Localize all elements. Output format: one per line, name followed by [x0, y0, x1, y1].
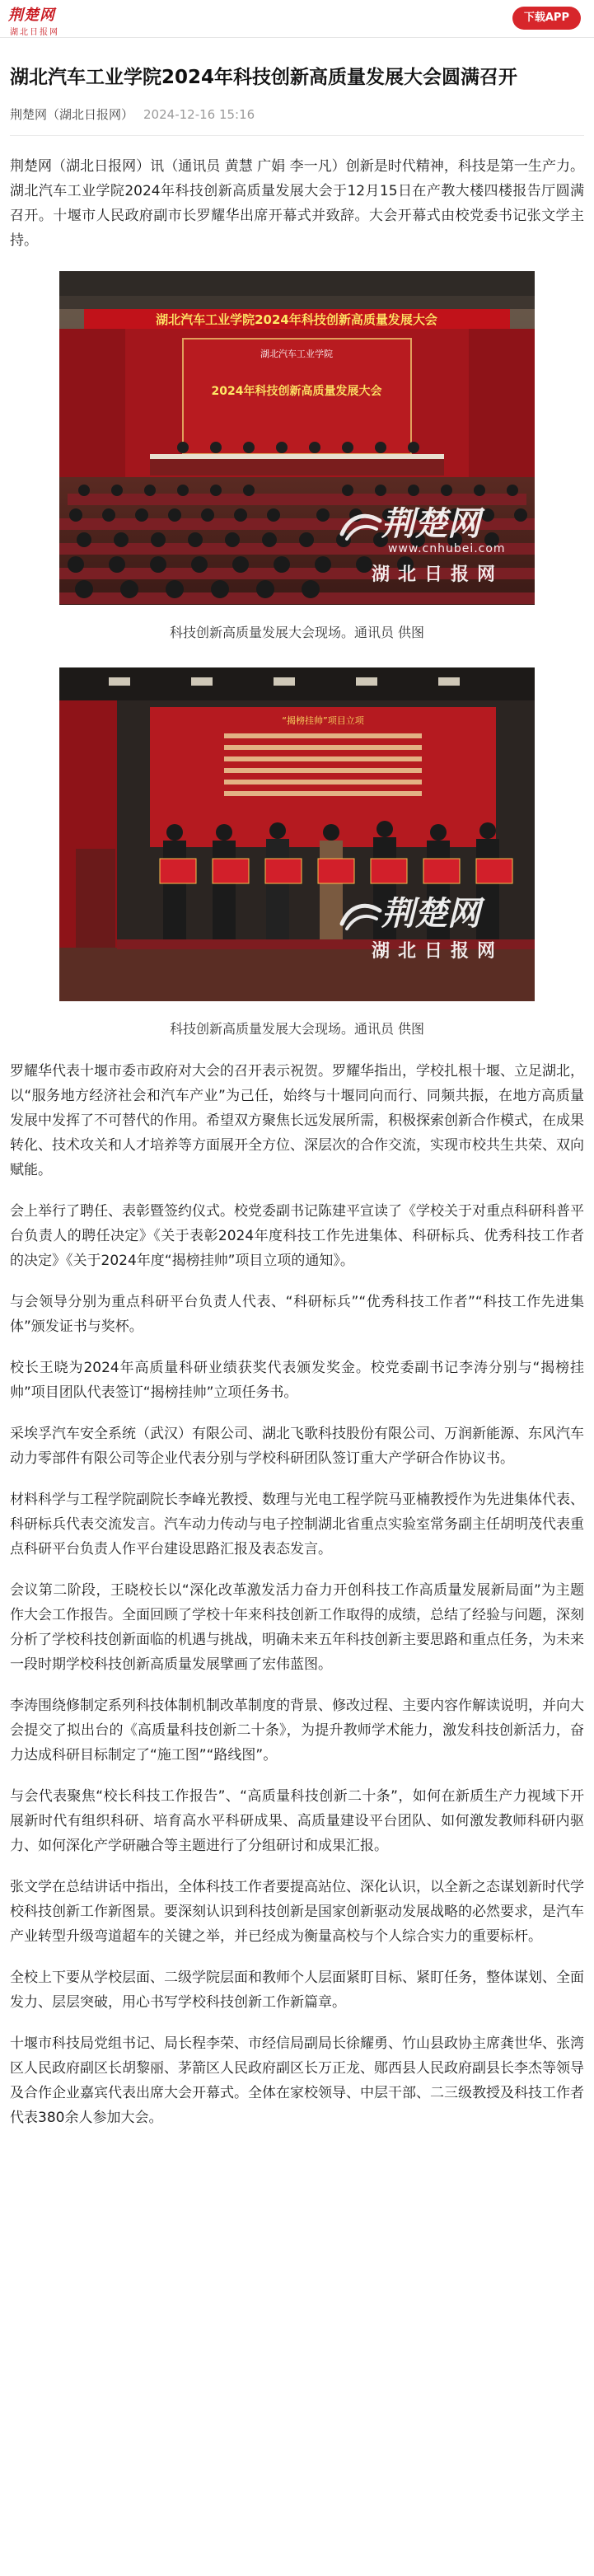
- download-app-button[interactable]: 下载APP: [512, 7, 581, 30]
- article-meta: [10, 105, 584, 124]
- paragraph: 全校上下要从学校层面、二级学院层面和教师个人层面紧盯目标、紧盯任务，整体谋划、全面发力、层层突破，用心书写学校科技创新工作新篇章。: [10, 1969, 584, 2011]
- article-title: 湖北汽车工业学院2024年科技创新高质量发展大会圆满召开: [10, 67, 518, 88]
- paragraph: 十堰市科技局党组书记、局长程李荣、市经信局副局长徐耀勇、竹山县政协主席龚世华、张湾区人民政府副区长胡黎丽、茅箭区人民政府副区长万正龙、郧西县人民政府副县长李杰等领导及合作企业嘉宾代表出席大会开幕式。全体在家校领导、中层干部、二三级教授及科技工作者代表380余人参加大会。: [10, 2035, 584, 2126]
- paragraph: 张文学在总结讲话中指出，全体科技工作者要提高站位、深化认识，以全新之态谋划新时代学校科技创新工作新图景。要深刻认识到科技创新是国家创新驱动发展战略的必然要求，是汽车产业转型升级弯道超车的关键之举，并已经成为衡量高校与个人综合实力的重要标杆。: [10, 1879, 584, 1945]
- site-logo[interactable]: [8, 3, 124, 35]
- logo-subtext: 湖北日报网: [10, 28, 59, 37]
- banner-text: 湖北汽车工业学院2024年科技创新高质量发展大会: [156, 312, 437, 327]
- paragraph: 校长王晓为2024年高质量科研业绩获奖代表颁发奖金。校党委副书记李涛分别与“揭榜挂帅”项目团队代表签订“揭榜挂帅”立项任务书。: [10, 1360, 584, 1401]
- figure: [10, 271, 584, 643]
- watermark-url: www.cnhubei.com: [388, 542, 506, 555]
- watermark-main: 荆楚网: [381, 504, 480, 543]
- paragraph: 材料科学与工程学院副院长李峰光教授、数理与光电工程学院马亚楠教授作为先进集体代表、科研标兵代表交流发言。汽车动力传动与电子控制湖北省重点实验室常务副主任胡明茂代表重点科研平台负责人作平台建设思路汇报及表态发言。: [10, 1492, 584, 1557]
- award-ceremony-photo: [59, 667, 535, 1001]
- logo-text: 荆楚网: [8, 7, 55, 24]
- paragraph: 会议第二阶段，王晓校长以“深化改革激发活力奋力开创科技工作高质量发展新局面”为主题作大会工作报告。全面回顾了学校十年来科技创新工作取得的成绩，总结了经验与问题，深刻分析了学校科技创新面临的机遇与挑战，明确未来五年科技创新主要思路和重点任务，为未来一段时期学校科技创新高质量发展擘画了宏伟蓝图。: [10, 1582, 584, 1673]
- watermark: [339, 498, 512, 588]
- paragraph: 李涛围绕修制定系列科技体制机制改革制度的背景、修改过程、主要内容作解读说明，并向大会提交了拟出台的《高质量科技创新二十条》，为提升教师学术能力，激发科技创新活力，奋力达成科研目标制定了“施工图”“路线图”。: [10, 1698, 584, 1763]
- watermark-sub: 湖北日报网: [372, 941, 504, 962]
- watermark-sub: 湖北日报网: [372, 564, 504, 585]
- watermark-main: 荆楚网: [381, 894, 480, 933]
- paragraph: 荆楚网（湖北日报网）讯（通讯员 黄慧 广娟 李一凡）创新是时代精神，科技是第一生产力。湖北汽车工业学院2024年科技创新高质量发展大会于12月15日在产教大楼四楼报告厅圆满召开。十堰市人民政府副市长罗耀华出席开幕式并致辞。大会开幕式由校党委书记张文学主持。: [10, 158, 584, 249]
- conference-hall-photo: [59, 271, 535, 605]
- screen-header: “揭榜挂帅”项目立项: [282, 715, 364, 726]
- paragraph: 与会领导分别为重点科研平台负责人代表、“科研标兵”“优秀科技工作者”“科技工作先进集体”颁发证书与奖杯。: [10, 1294, 584, 1335]
- article-source: 荆楚网（湖北日报网）: [10, 107, 134, 122]
- figure-caption: 科技创新高质量发展大会现场。通讯员 供图: [169, 625, 425, 640]
- article: [0, 63, 594, 2130]
- watermark-swirl-icon: [339, 509, 383, 542]
- paragraph: 罗耀华代表十堰市委市政府对大会的召开表示祝贺。罗耀华指出，学校扎根十堰、立足湖北，以“服务地方经济社会和汽车产业”为己任，始终与十堰同向而行、同频共振，在地方高质量发展中发挥了不可替代的作用。希望双方聚焦长远发展所需，积极探索创新合作模式，在成果转化、技术攻关和人才培养等方面展开全方位、深层次的合作交流，实现市校共生共荣、双向赋能。: [10, 1063, 584, 1178]
- top-bar: [0, 0, 594, 38]
- figure-caption: 科技创新高质量发展大会现场。通讯员 供图: [169, 1021, 425, 1037]
- figure: [10, 667, 584, 1039]
- paragraph: 采埃孚汽车安全系统（武汉）有限公司、湖北飞歌科技股份有限公司、万润新能源、东风汽车动力零部件有限公司等企业代表分别与学校科研团队签订重大产学研合作协议书。: [10, 1426, 584, 1467]
- watermark: [339, 888, 512, 978]
- paragraph: 与会代表聚焦“校长科技工作报告”、“高质量科技创新二十条”，如何在新质生产力视域下开展新时代有组织科研、培育高水平科研成果、高质量建设平台团队、如何激发教师科研内驱力、如何深化产学研融合等主题进行了分组研讨和成果汇报。: [10, 1788, 584, 1854]
- article-date: 2024-12-16 15:16: [143, 107, 255, 122]
- watermark-swirl-icon: [339, 899, 383, 932]
- screen-header: 湖北汽车工业学院: [260, 349, 333, 359]
- divider: [10, 135, 584, 136]
- screen-text: 2024年科技创新高质量发展大会: [211, 385, 382, 398]
- paragraph: 会上举行了聘任、表彰暨签约仪式。校党委副书记陈建平宣读了《学校关于对重点科研科普平台负责人的聘任决定》《关于表彰2024年度科技工作先进集体、科研标兵、优秀科技工作者的决定》《关于2024年度“揭榜挂帅”项目立项的通知》。: [10, 1203, 584, 1269]
